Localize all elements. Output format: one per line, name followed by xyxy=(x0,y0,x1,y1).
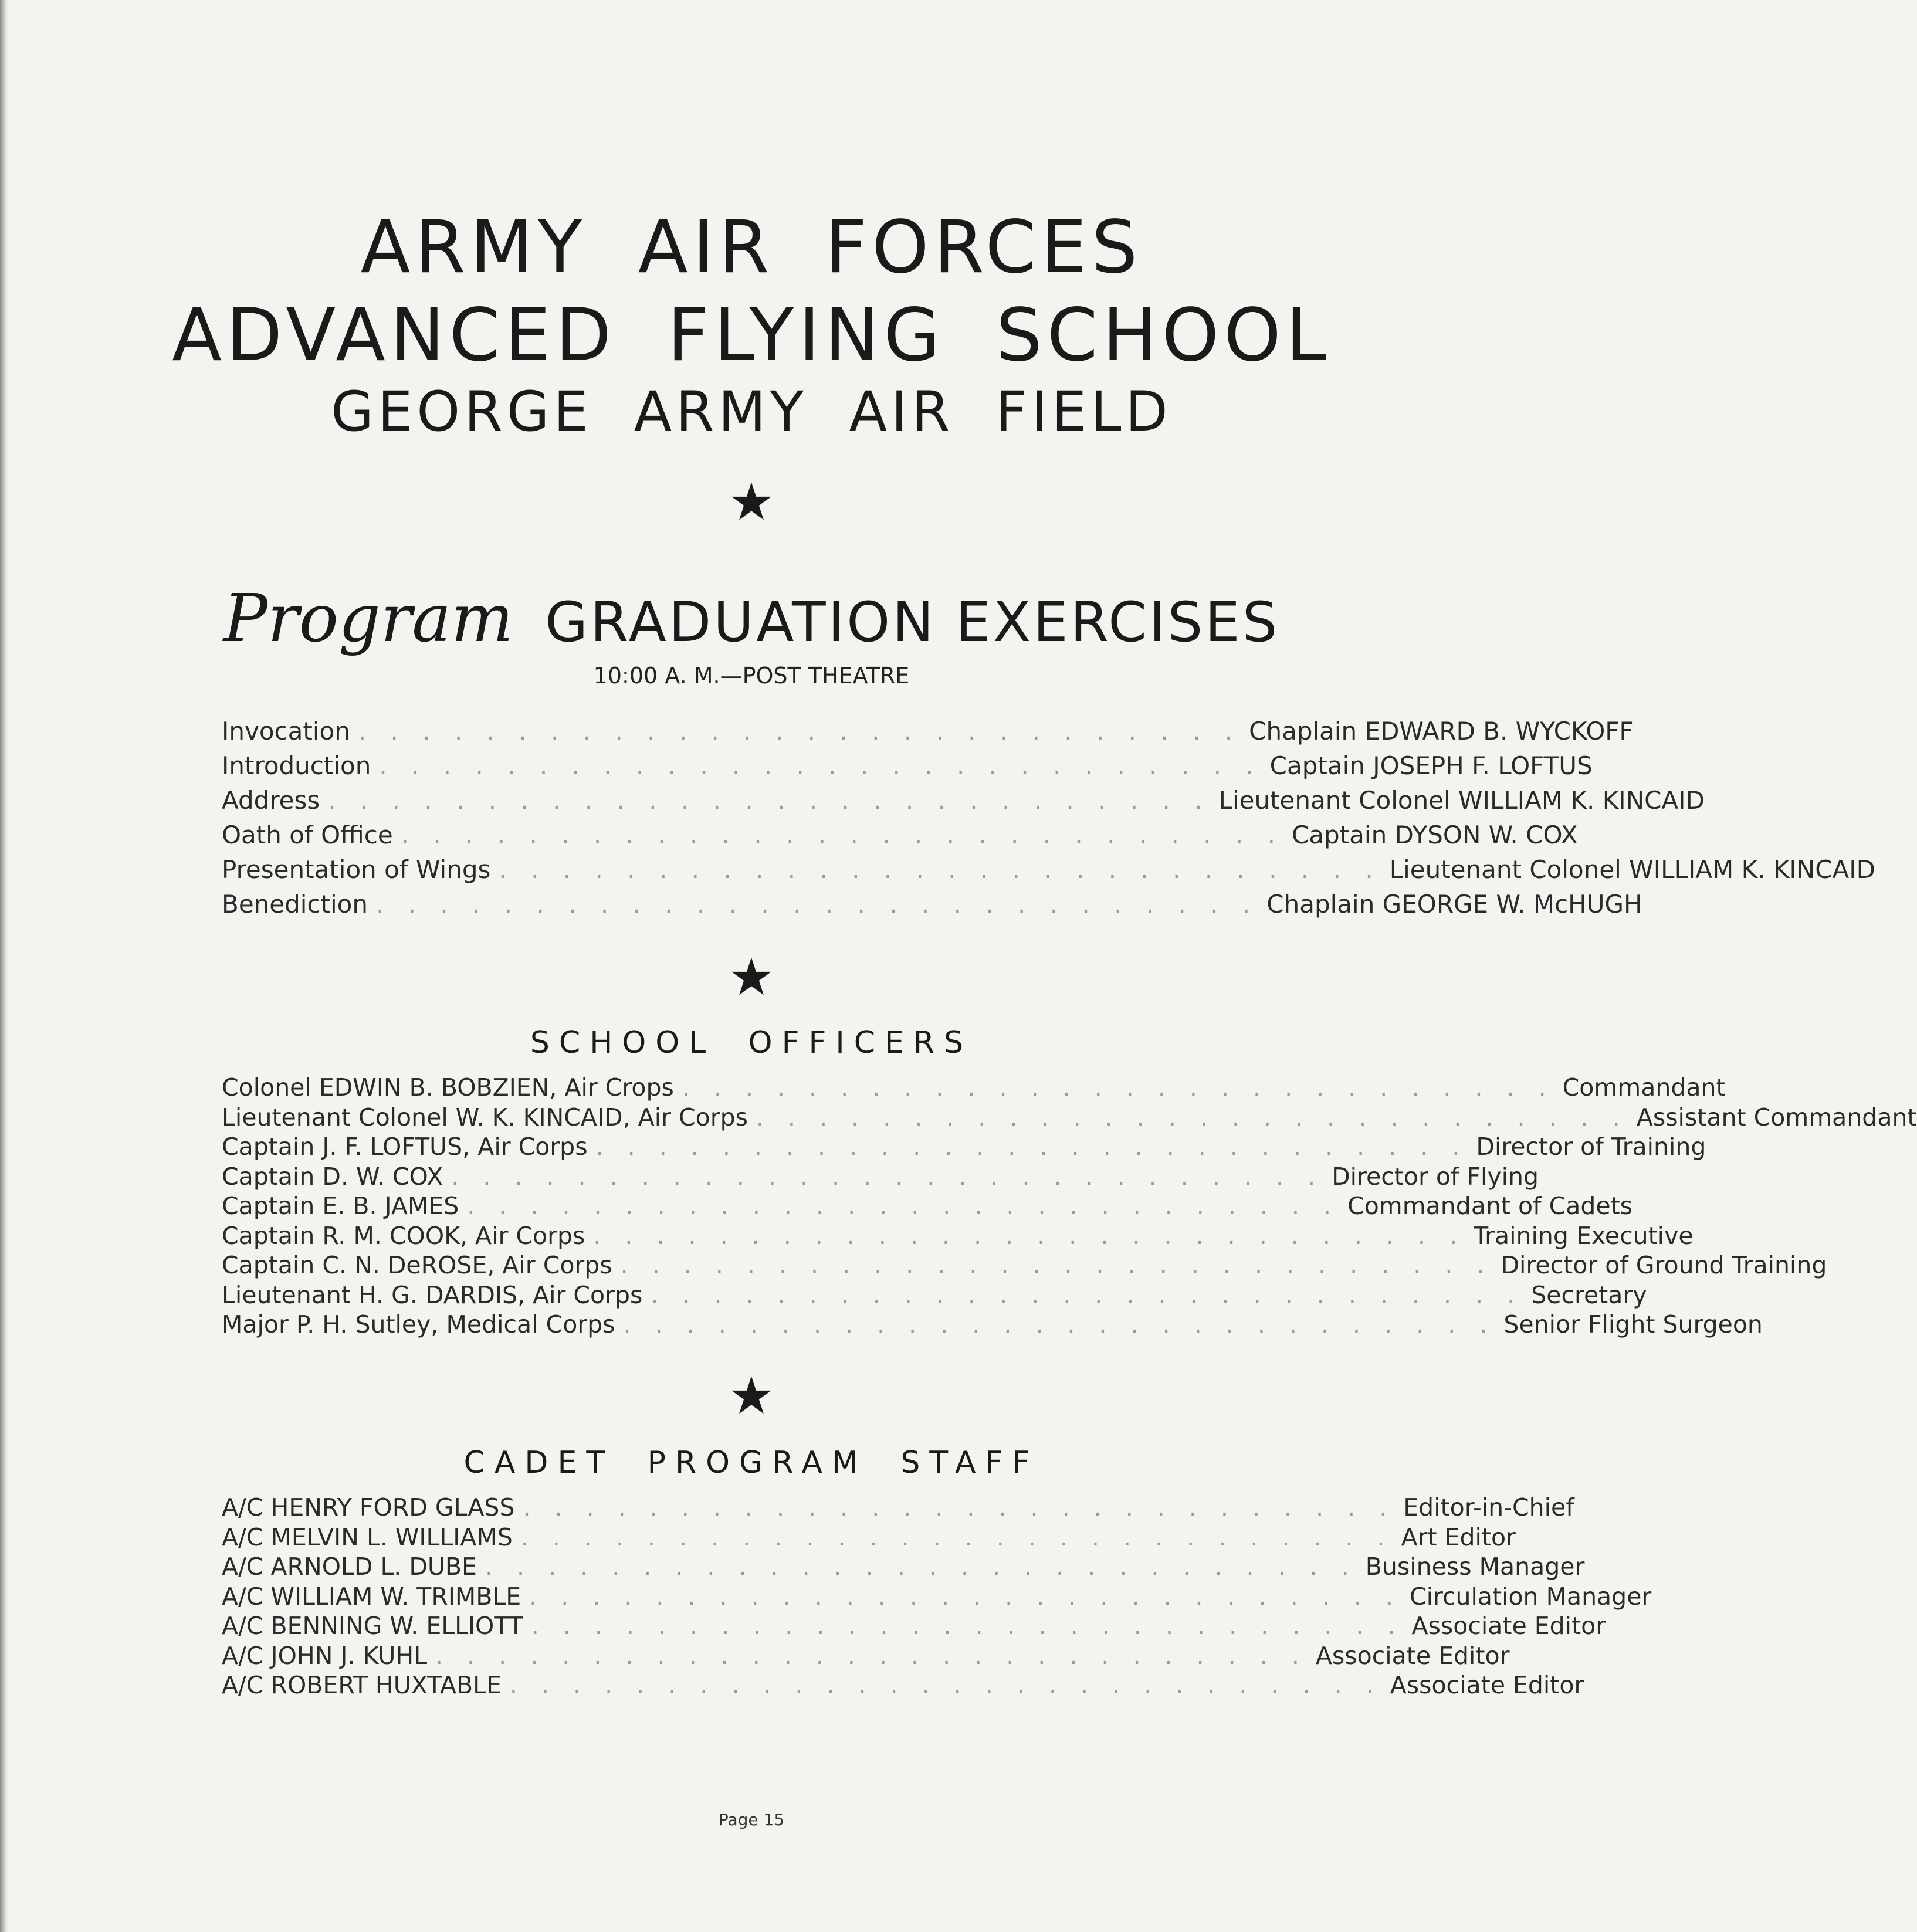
program-event: Address xyxy=(222,786,320,815)
dot-leader: . . . . . . . . . . . . . . . . . . . . . . . . . . . . xyxy=(485,1553,1357,1581)
officer-row xyxy=(222,1310,1763,1340)
program-person: Chaplain EDWARD B. WYCKOFF xyxy=(1249,717,1634,745)
dot-leader: . . . . . . . . . . . . . . . . . . . . . . . . . . . . xyxy=(379,751,1262,780)
title-line-2: ADVANCED FLYING SCHOOL xyxy=(172,293,1331,378)
dot-leader: . . . . . . . . . . . . . . . . . . . . . . . . . . . . xyxy=(593,1221,1466,1250)
officer-row xyxy=(222,1221,1694,1252)
officer-row xyxy=(222,1073,1726,1103)
staff-role: Art Editor xyxy=(1401,1523,1516,1551)
officer-row xyxy=(222,1251,1827,1281)
staff-name: A/C WILLIAM W. TRIMBLE xyxy=(222,1582,521,1611)
program-event: Oath of Office xyxy=(222,821,393,849)
program-row xyxy=(222,855,1875,890)
star-icon: ★ xyxy=(728,472,775,532)
staff-role: Associate Editor xyxy=(1315,1641,1510,1670)
dot-leader: . . . . . . . . . . . . . . . . . . . . . . . . . . . . xyxy=(682,1073,1554,1101)
dot-leader: . . . . . . . . . . . . . . . . . . . . . . . . . . . . xyxy=(529,1582,1401,1611)
program-heading xyxy=(0,581,1503,657)
officer-title: Training Executive xyxy=(1474,1221,1694,1250)
officer-name: Captain C. N. DeROSE, Air Corps xyxy=(222,1251,612,1279)
staff-name: A/C ARNOLD L. DUBE xyxy=(222,1553,477,1581)
program-event: Presentation of Wings xyxy=(222,855,491,884)
staff-role: Editor-in-Chief xyxy=(1403,1493,1574,1521)
program-subheading: 10:00 A. M.—POST THEATRE xyxy=(593,663,910,689)
officer-row xyxy=(222,1162,1539,1192)
dot-leader: . . . . . . . . . . . . . . . . . . . . . . . . . . . . xyxy=(531,1612,1404,1640)
staff-name: A/C MELVIN L. WILLIAMS xyxy=(222,1523,513,1551)
program-event: Invocation xyxy=(222,717,350,745)
dot-leader: . . . . . . . . . . . . . . . . . . . . . . . . . . . . xyxy=(623,1310,1496,1338)
officer-name: Lieutenant H. G. DARDIS, Air Corps xyxy=(222,1280,643,1309)
officers-heading: SCHOOL OFFICERS xyxy=(530,1025,973,1060)
officer-name: Lieutenant Colonel W. K. KINCAID, Air Corps xyxy=(222,1103,748,1131)
dot-leader: . . . . . . . . . . . . . . . . . . . . . . . . . . . . xyxy=(435,1641,1308,1670)
officer-title: Director of Ground Training xyxy=(1501,1251,1827,1279)
dot-leader: . . . . . . . . . . . . . . . . . . . . . . . . . . . . xyxy=(499,855,1381,884)
staff-row xyxy=(222,1641,1510,1672)
dot-leader: . . . . . . . . . . . . . . . . . . . . . . . . . . . . xyxy=(756,1103,1628,1131)
program-row xyxy=(222,786,1705,821)
title-line-1: ARMY AIR FORCES xyxy=(360,205,1143,290)
page-number: Page 15 xyxy=(718,1810,785,1829)
dot-leader: . . . . . . . . . . . . . . . . . . . . . . . . . . . . xyxy=(401,821,1283,849)
program-title: GRADUATION EXERCISES xyxy=(545,591,1280,655)
program-person: Lieutenant Colonel WILLIAM K. KINCAID xyxy=(1389,855,1875,884)
staff-row xyxy=(222,1612,1606,1642)
dot-leader: . . . . . . . . . . . . . . . . . . . . . . . . . . . . xyxy=(376,890,1259,918)
program-row xyxy=(222,751,1593,786)
dot-leader: . . . . . . . . . . . . . . . . . . . . . . . . . . . . xyxy=(520,1523,1393,1551)
officer-row xyxy=(222,1133,1706,1162)
program-event: Benediction xyxy=(222,890,368,918)
officer-name: Captain D. W. COX xyxy=(222,1162,443,1191)
officer-name: Colonel EDWIN B. BOBZIEN, Air Crops xyxy=(222,1073,674,1101)
officer-title: Director of Training xyxy=(1476,1133,1706,1161)
officers-list xyxy=(222,1073,1917,1340)
dot-leader: . . . . . . . . . . . . . . . . . . . . . . . . . . . . xyxy=(451,1162,1324,1191)
staff-row xyxy=(222,1493,1574,1523)
dot-leader: . . . . . . . . . . . . . . . . . . . . . . . . . . . . xyxy=(651,1280,1523,1309)
staff-list xyxy=(222,1493,1652,1701)
program-person: Lieutenant Colonel WILLIAM K. KINCAID xyxy=(1218,786,1705,815)
dot-leader: . . . . . . . . . . . . . . . . . . . . . . . . . . . . xyxy=(328,786,1211,815)
program-row xyxy=(222,821,1578,855)
officer-row xyxy=(222,1280,1647,1311)
staff-name: A/C ROBERT HUXTABLE xyxy=(222,1671,502,1699)
staff-role: Circulation Manager xyxy=(1409,1582,1652,1611)
staff-name: A/C BENNING W. ELLIOTT xyxy=(222,1612,523,1640)
officer-name: Captain R. M. COOK, Air Corps xyxy=(222,1221,585,1250)
staff-role: Associate Editor xyxy=(1411,1612,1606,1640)
staff-name: A/C JOHN J. KUHL xyxy=(222,1641,428,1670)
star-icon: ★ xyxy=(728,1365,775,1426)
officer-row xyxy=(222,1192,1633,1222)
program-list xyxy=(222,717,1875,924)
staff-role: Associate Editor xyxy=(1390,1671,1584,1699)
staff-row xyxy=(222,1582,1652,1612)
dot-leader: . . . . . . . . . . . . . . . . . . . . . . . . . . . . xyxy=(358,717,1241,745)
staff-heading: CADET PROGRAM STAFF xyxy=(463,1445,1039,1480)
star-icon: ★ xyxy=(728,947,775,1007)
officer-title: Assistant Commandant xyxy=(1636,1103,1917,1131)
officer-name: Major P. H. Sutley, Medical Corps xyxy=(222,1310,615,1338)
dot-leader: . . . . . . . . . . . . . . . . . . . . . . . . . . . . xyxy=(509,1671,1382,1699)
officer-name: Captain J. F. LOFTUS, Air Corps xyxy=(222,1133,588,1161)
staff-row xyxy=(222,1671,1584,1701)
officer-title: Commandant of Cadets xyxy=(1347,1192,1633,1220)
program-row xyxy=(222,890,1642,924)
program-event: Introduction xyxy=(222,751,371,780)
officer-title: Senior Flight Surgeon xyxy=(1503,1310,1763,1338)
program-script-word: Program xyxy=(223,581,514,657)
dot-leader: . . . . . . . . . . . . . . . . . . . . . . . . . . . . xyxy=(523,1493,1396,1521)
officer-title: Director of Flying xyxy=(1332,1162,1539,1191)
dot-leader: . . . . . . . . . . . . . . . . . . . . . . . . . . . . xyxy=(620,1251,1493,1279)
program-person: Captain JOSEPH F. LOFTUS xyxy=(1269,751,1593,780)
dot-leader: . . . . . . . . . . . . . . . . . . . . . . . . . . . . xyxy=(595,1133,1468,1161)
staff-role: Business Manager xyxy=(1365,1553,1585,1581)
staff-row xyxy=(222,1523,1516,1553)
officer-name: Captain E. B. JAMES xyxy=(222,1192,459,1220)
officer-row xyxy=(222,1103,1917,1133)
title-line-3: GEORGE ARMY AIR FIELD xyxy=(331,380,1172,444)
program-row xyxy=(222,717,1634,751)
program-person: Captain DYSON W. COX xyxy=(1291,821,1578,849)
officer-title: Commandant xyxy=(1562,1073,1726,1101)
program-person: Chaplain GEORGE W. McHUGH xyxy=(1266,890,1642,918)
staff-name: A/C HENRY FORD GLASS xyxy=(222,1493,515,1521)
staff-row xyxy=(222,1553,1585,1582)
dot-leader: . . . . . . . . . . . . . . . . . . . . . . . . . . . . xyxy=(467,1192,1340,1220)
officer-title: Secretary xyxy=(1531,1280,1647,1309)
